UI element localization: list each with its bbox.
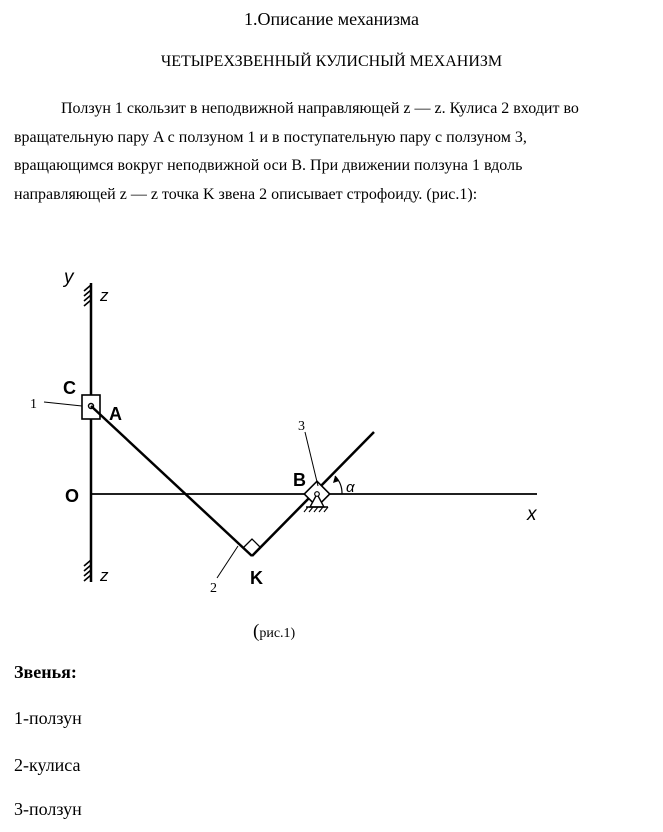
- links-heading: Звенья:: [14, 662, 77, 682]
- label-c: C: [63, 378, 76, 398]
- leader-3: [305, 432, 318, 486]
- label-b: B: [293, 470, 306, 490]
- right-angle-marker: [243, 539, 261, 548]
- paragraph-line-1: Ползун 1 скользит в неподвижной направляющей z — z. Кулиса 2 входит во: [61, 100, 579, 117]
- label-z-top: z: [100, 286, 109, 305]
- caption-text: рис.1): [259, 626, 296, 641]
- paragraph-line-3: вращающимся вокруг неподвижной оси B. При движении ползуна 1 вдоль: [14, 157, 523, 174]
- joint-b: [315, 492, 320, 497]
- paragraph-line-4: направляющей z — z точка K звена 2 описывает строфоиду. (рис.1):: [14, 185, 478, 203]
- label-y: y: [64, 267, 74, 288]
- label-num-2: 2: [210, 581, 217, 596]
- link-item-2: 2-кулиса: [14, 755, 81, 775]
- label-k: K: [250, 568, 263, 588]
- link-item-1: 1-ползун: [14, 708, 82, 728]
- label-alpha: α: [346, 479, 355, 496]
- document-subtitle: ЧЕТЫРЕХЗВЕННЫЙ КУЛИСНЫЙ МЕХАНИЗМ: [160, 53, 503, 70]
- label-a: A: [109, 404, 122, 424]
- coulisse-segment-ak: [91, 406, 252, 556]
- label-z-bottom: z: [100, 566, 109, 585]
- link-item-3: 3-ползун: [14, 799, 82, 819]
- pivot-hatch-b: [304, 507, 328, 512]
- paragraph-line-2: вращательную пару A с ползуном 1 и в поступательную пару с ползуном 3,: [14, 128, 527, 146]
- leader-2: [217, 546, 238, 578]
- label-num-3: 3: [298, 419, 305, 434]
- caption-paren: (: [253, 621, 260, 642]
- label-num-1: 1: [30, 397, 37, 412]
- leader-1: [44, 402, 82, 406]
- label-o: O: [65, 486, 80, 506]
- figure-caption: [253, 621, 295, 643]
- label-x: x: [527, 504, 537, 525]
- document-title: 1.Описание механизма: [244, 9, 419, 29]
